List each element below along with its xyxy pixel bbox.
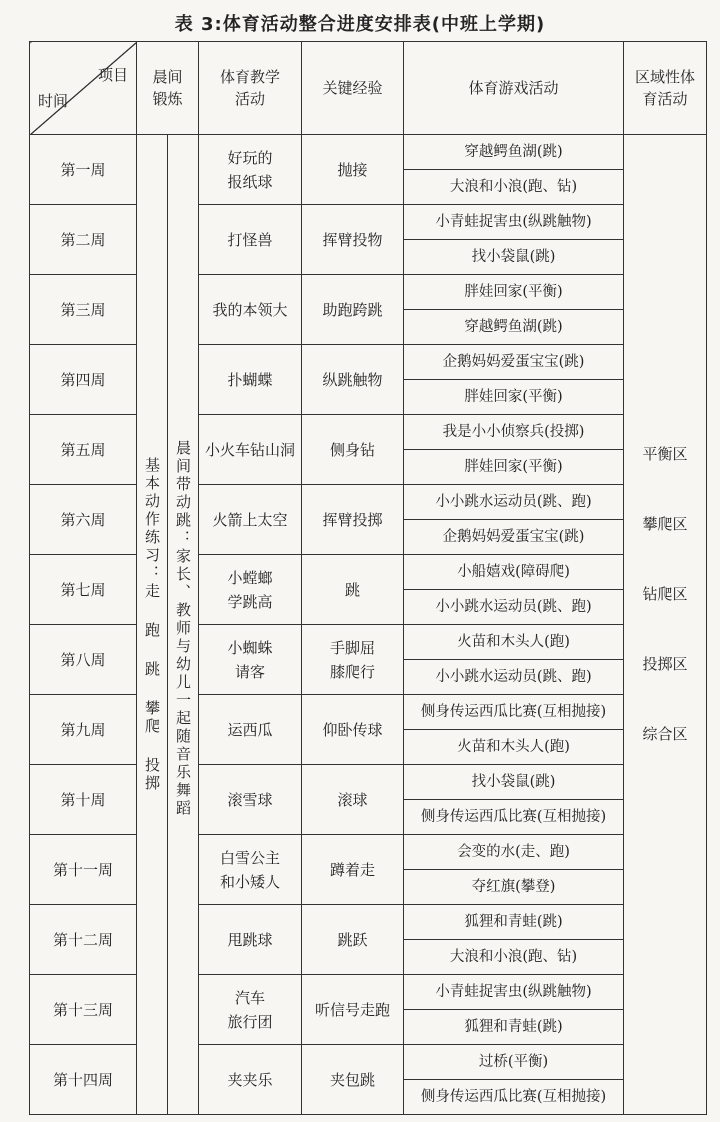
teaching-activity-line: 我的本领大 <box>212 300 288 319</box>
header-key-experience: 关键经验 <box>302 42 404 135</box>
week-cell: 第十周 <box>30 765 137 835</box>
game-activity-cell: 会变的水(走、跑) <box>404 835 624 870</box>
key-experience-cell <box>302 555 404 625</box>
game-activity-cell: 小船嬉戏(障碍爬) <box>404 555 624 590</box>
game-activity-cell: 胖娃回家(平衡) <box>404 275 624 310</box>
game-activity-cell: 侧身传运西瓜比赛(互相抛接) <box>404 800 624 835</box>
week-cell: 第九周 <box>30 695 137 765</box>
table-row <box>30 485 707 520</box>
key-experience-cell <box>302 765 404 835</box>
key-experience-line: 听信号走跑 <box>314 1000 390 1019</box>
week-cell: 第七周 <box>30 555 137 625</box>
game-activity-cell: 大浪和小浪(跑、钻) <box>404 940 624 975</box>
table-row <box>30 975 707 1010</box>
morning-dance-cell <box>168 135 199 1115</box>
header-time-label: 时间 <box>38 92 69 110</box>
header-pe-games: 体育游戏活动 <box>404 42 624 135</box>
teaching-activity-line: 小火车钻山洞 <box>204 440 295 459</box>
game-activity-cell: 企鹅妈妈爱蛋宝宝(跳) <box>404 345 624 380</box>
table-row <box>30 835 707 870</box>
key-experience-cell <box>302 415 404 485</box>
table-row <box>30 1045 707 1080</box>
week-cell: 第六周 <box>30 485 137 555</box>
table-row <box>30 695 707 730</box>
teaching-activity-line: 学跳高 <box>227 592 273 611</box>
morning-basic-movements-cell <box>137 135 168 1115</box>
key-experience-cell <box>302 695 404 765</box>
region-name: 投掷区 <box>642 655 688 673</box>
game-activity-cell: 过桥(平衡) <box>404 1045 624 1080</box>
week-cell: 第二周 <box>30 205 137 275</box>
key-experience-line: 仰卧传球 <box>322 720 383 739</box>
header-pe-teaching: 体育教学活动 <box>199 42 302 135</box>
game-activity-cell: 侧身传运西瓜比赛(互相抛接) <box>404 1080 624 1115</box>
game-activity-cell: 小小跳水运动员(跳、跑) <box>404 485 624 520</box>
week-cell: 第三周 <box>30 275 137 345</box>
teaching-activity-line: 小蜘蛛 <box>227 638 273 657</box>
game-activity-cell: 火苗和木头人(跑) <box>404 625 624 660</box>
teaching-activity-line: 甩跳球 <box>227 930 273 949</box>
game-activity-cell: 我是小小侦察兵(投掷) <box>404 415 624 450</box>
teaching-activity-cell <box>199 555 302 625</box>
teaching-activity-cell <box>199 415 302 485</box>
teaching-activity-line: 报纸球 <box>227 172 273 191</box>
table-row <box>30 765 707 800</box>
game-activity-cell: 找小袋鼠(跳) <box>404 240 624 275</box>
teaching-activity-line: 小螳螂 <box>227 568 273 587</box>
key-experience-line: 滚球 <box>337 790 368 809</box>
game-activity-cell: 小青蛙捉害虫(纵跳触物) <box>404 205 624 240</box>
header-item-label: 项目 <box>97 66 128 84</box>
key-experience-line: 挥臂投掷 <box>322 510 383 529</box>
week-cell: 第四周 <box>30 345 137 415</box>
game-activity-cell: 侧身传运西瓜比赛(互相抛接) <box>404 695 624 730</box>
region-name: 综合区 <box>642 725 688 743</box>
key-experience-cell <box>302 275 404 345</box>
table-row <box>30 345 707 380</box>
key-experience-line: 手脚屈 <box>329 638 375 657</box>
key-experience-cell <box>302 905 404 975</box>
key-experience-line: 跳跃 <box>337 930 368 949</box>
game-activity-cell: 找小袋鼠(跳) <box>404 765 624 800</box>
teaching-activity-line: 运西瓜 <box>227 720 273 739</box>
key-experience-cell <box>302 975 404 1045</box>
key-experience-line: 膝爬行 <box>329 662 375 681</box>
game-activity-cell: 夺红旗(攀登) <box>404 870 624 905</box>
teaching-activity-line: 夹夹乐 <box>227 1070 273 1089</box>
table-row <box>30 205 707 240</box>
week-cell: 第十四周 <box>30 1045 137 1115</box>
teaching-activity-cell <box>199 485 302 555</box>
key-experience-line: 纵跳触物 <box>322 370 383 389</box>
table-row <box>30 625 707 660</box>
game-activity-cell: 胖娃回家(平衡) <box>404 380 624 415</box>
week-cell: 第十三周 <box>30 975 137 1045</box>
region-name: 平衡区 <box>642 445 688 463</box>
key-experience-cell <box>302 205 404 275</box>
teaching-activity-cell <box>199 765 302 835</box>
teaching-activity-cell <box>199 975 302 1045</box>
header-morning-exercise: 晨间锻炼 <box>137 42 199 135</box>
game-activity-cell: 小小跳水运动员(跳、跑) <box>404 590 624 625</box>
teaching-activity-line: 滚雪球 <box>227 790 273 809</box>
key-experience-cell <box>302 485 404 555</box>
game-activity-cell: 火苗和木头人(跑) <box>404 730 624 765</box>
game-activity-cell: 企鹅妈妈爱蛋宝宝(跳) <box>404 520 624 555</box>
game-activity-cell: 小小跳水运动员(跳、跑) <box>404 660 624 695</box>
table-row <box>30 905 707 940</box>
table-body <box>30 135 707 1115</box>
table-row <box>30 135 707 170</box>
key-experience-line: 蹲着走 <box>329 860 375 879</box>
teaching-activity-cell <box>199 625 302 695</box>
table-title: 表 3:体育活动整合进度安排表(中班上学期) <box>174 14 546 35</box>
morning-basic-movements-text: 基本动作练习：走 跑 跳 攀爬 投掷 <box>143 457 161 793</box>
region-name: 钻爬区 <box>642 585 688 603</box>
game-activity-cell: 胖娃回家(平衡) <box>404 450 624 485</box>
teaching-activity-line: 打怪兽 <box>227 230 273 249</box>
table-row <box>30 555 707 590</box>
teaching-activity-line: 扑蝴蝶 <box>227 370 273 389</box>
game-activity-cell: 穿越鳄鱼湖(跳) <box>404 310 624 345</box>
teaching-activity-cell <box>199 835 302 905</box>
teaching-activity-cell <box>199 205 302 275</box>
table-row <box>30 275 707 310</box>
key-experience-cell <box>302 835 404 905</box>
teaching-activity-line: 汽车 <box>234 988 265 1007</box>
teaching-activity-line: 请客 <box>234 662 265 681</box>
key-experience-line: 夹包跳 <box>329 1070 375 1089</box>
key-experience-cell <box>302 625 404 695</box>
week-cell: 第十二周 <box>30 905 137 975</box>
key-experience-line: 助跑跨跳 <box>322 300 383 319</box>
game-activity-cell: 大浪和小浪(跑、钻) <box>404 170 624 205</box>
region-name: 攀爬区 <box>642 515 688 533</box>
teaching-activity-cell <box>199 695 302 765</box>
teaching-activity-line: 好玩的 <box>227 148 273 167</box>
teaching-activity-line: 旅行团 <box>227 1012 273 1031</box>
key-experience-line: 挥臂投物 <box>322 230 383 249</box>
teaching-activity-cell <box>199 275 302 345</box>
key-experience-line: 侧身钻 <box>329 440 375 459</box>
key-experience-line: 跳 <box>344 580 360 599</box>
teaching-activity-cell <box>199 135 302 205</box>
regional-activities-cell <box>624 135 707 1115</box>
teaching-activity-cell <box>199 345 302 415</box>
table-row <box>30 415 707 450</box>
week-cell: 第十一周 <box>30 835 137 905</box>
key-experience-line: 抛接 <box>337 160 368 179</box>
key-experience-cell <box>302 135 404 205</box>
teaching-activity-cell <box>199 1045 302 1115</box>
game-activity-cell: 狐狸和青蛙(跳) <box>404 905 624 940</box>
teaching-activity-line: 白雪公主 <box>219 848 280 867</box>
teaching-activity-line: 和小矮人 <box>219 872 280 891</box>
header-diagonal-cell <box>30 42 137 135</box>
teaching-activity-cell <box>199 905 302 975</box>
week-cell: 第八周 <box>30 625 137 695</box>
teaching-activity-line: 火箭上太空 <box>212 510 288 529</box>
week-cell: 第五周 <box>30 415 137 485</box>
game-activity-cell: 穿越鳄鱼湖(跳) <box>404 135 624 170</box>
game-activity-cell: 小青蛙捉害虫(纵跳触物) <box>404 975 624 1010</box>
game-activity-cell: 狐狸和青蛙(跳) <box>404 1010 624 1045</box>
schedule-table <box>29 41 707 1115</box>
morning-dance-text: 晨间带动跳：家长、教师与幼儿一起随音乐舞蹈 <box>174 440 192 818</box>
key-experience-cell <box>302 1045 404 1115</box>
header-regional: 区域性体育活动 <box>624 42 707 135</box>
key-experience-cell <box>302 345 404 415</box>
week-cell: 第一周 <box>30 135 137 205</box>
header-row <box>30 42 707 135</box>
